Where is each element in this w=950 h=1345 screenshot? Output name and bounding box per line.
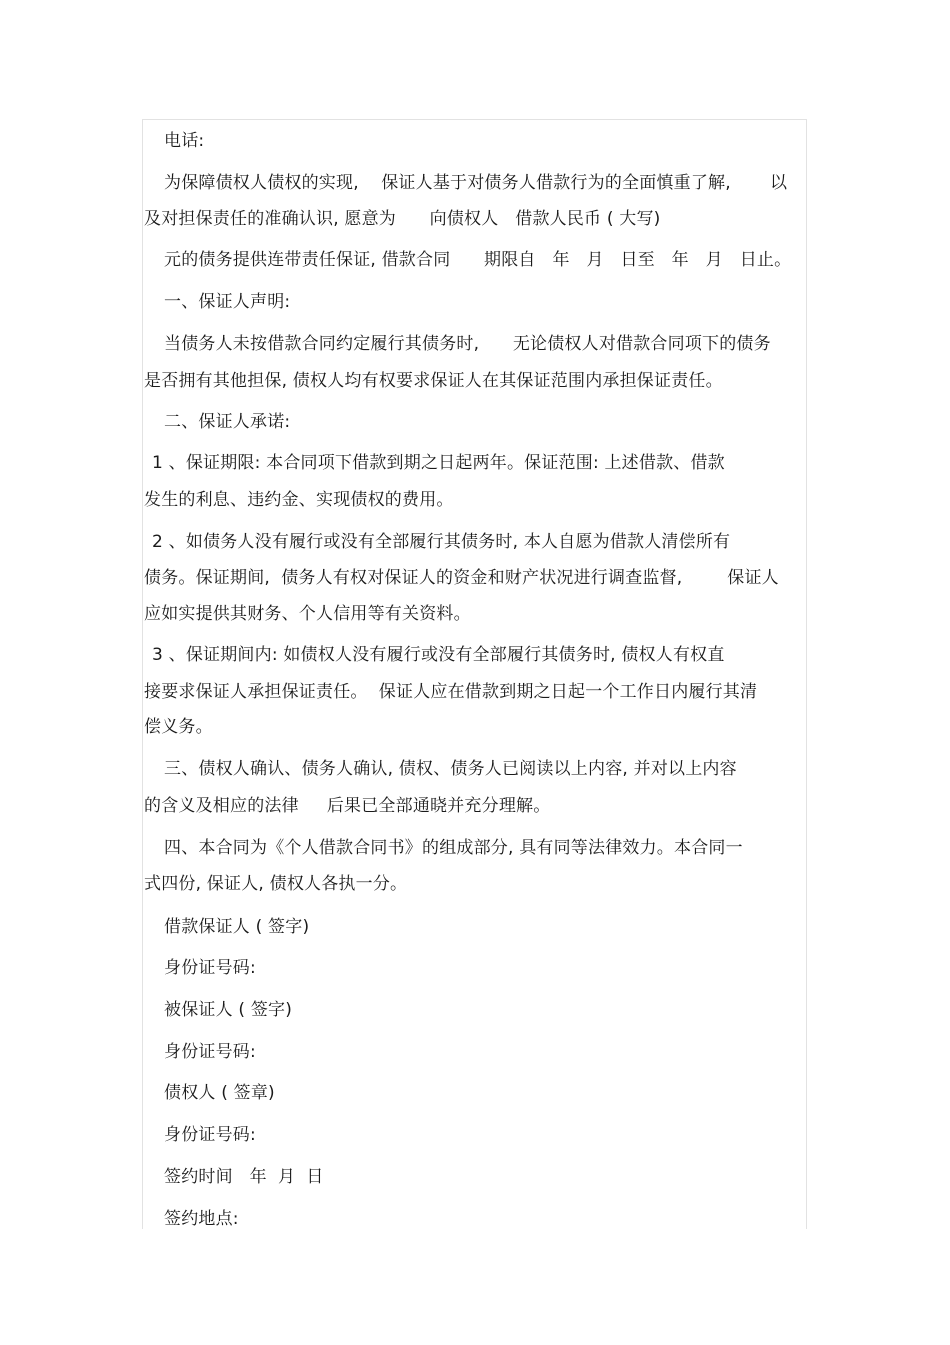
id-number-line: 身份证号码: [164,1042,256,1062]
paragraph-line: 当债务人未按借款合同约定履行其债务时, 无论债权人对借款合同项下的债务 [164,334,771,354]
paragraph-line: 偿义务。 [144,717,213,737]
paragraph-line: 式四份, 保证人, 债权人各执一分。 [144,874,408,894]
signature-line: 借款保证人 ( 签字) [164,917,310,937]
signature-line: 被保证人 ( 签字) [164,1000,293,1020]
paragraph-line: 发生的利息、违约金、实现债权的费用。 [144,490,454,510]
paragraph-line: 的含义及相应的法律 后果已全部通晓并充分理解。 [144,796,551,816]
paragraph-line: 三、债权人确认、债务人确认, 债权、债务人已阅读以上内容, 并对以上内容 [164,759,737,779]
page-frame [142,119,807,1229]
paragraph-line: 为保障债权人债权的实现, 保证人基于对债务人借款行为的全面慎重了解, 以 [164,173,788,193]
paragraph-line: 债务。保证期间, 债务人有权对保证人的资金和财产状况进行调查监督, 保证人 [144,568,779,588]
signature-line: 债权人 ( 签章) [164,1083,275,1103]
section-heading: 一、保证人声明: [164,292,291,312]
paragraph-line: 是否拥有其他担保, 债权人均有权要求保证人在其保证范围内承担保证责任。 [144,371,723,391]
paragraph-line: 2 、如债务人没有履行或没有全部履行其债务时, 本人自愿为借款人清偿所有 [152,532,731,552]
id-number-line: 身份证号码: [164,958,256,978]
paragraph-line: 应如实提供其财务、个人信用等有关资料。 [144,604,471,624]
paragraph-line: 接要求保证人承担保证责任。 保证人应在借款到期之日起一个工作日内履行其清 [144,682,758,702]
paragraph-line: 四、本合同为《个人借款合同书》的组成部分, 具有同等法律效力。本合同一 [164,838,743,858]
phone-label: 电话: [164,131,205,151]
paragraph-line: 1 、保证期限: 本合同项下借款到期之日起两年。保证范围: 上述借款、借款 [152,453,725,473]
paragraph-line: 元的债务提供连带责任保证, 借款合同 期限自 年 月 日至 年 月 日止。 [164,250,792,270]
signing-date-line: 签约时间 年 月 日 [164,1167,324,1187]
paragraph-line: 及对担保责任的准确认识, 愿意为 向债权人 借款人民币 ( 大写) [144,209,661,229]
id-number-line: 身份证号码: [164,1125,256,1145]
section-heading: 二、保证人承诺: [164,412,291,432]
signing-place-line: 签约地点: [164,1209,239,1229]
paragraph-line: 3 、保证期间内: 如债权人没有履行或没有全部履行其债务时, 债权人有权直 [152,645,725,665]
